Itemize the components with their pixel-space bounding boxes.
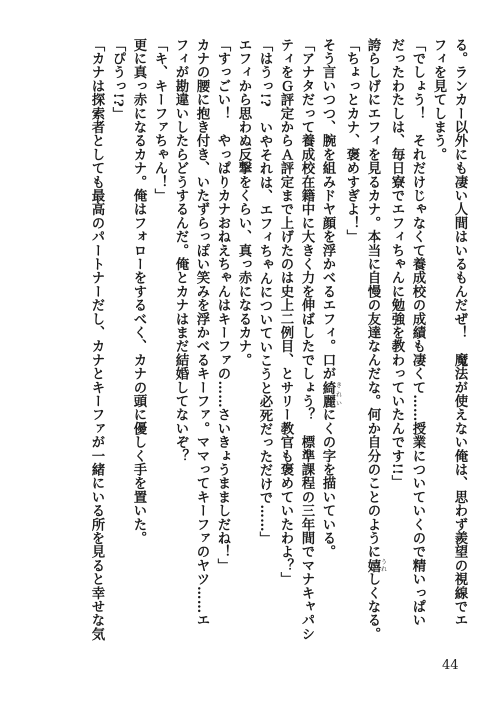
text-line: ティをＧ評定からＡ評定まで上げたのは史上二例目、とサリー教官も褒めていたわよ？」 bbox=[278, 38, 294, 586]
text-line: 「でしょう！ それだけじゃなくて養成校の成績も凄くて……授業についていくので精いっぱい bbox=[410, 38, 426, 628]
ruby-base: 綺麗 bbox=[320, 380, 336, 408]
text-line bbox=[362, 38, 387, 641]
text-line: 「はうっ!? いやそれは、エフィちゃんについていこうと必死だっただけで……」 bbox=[257, 38, 273, 546]
text-segment: にくの字を描いている。 bbox=[320, 407, 336, 559]
ruby-reading: きれい bbox=[334, 380, 342, 408]
text-line: る。ランカー以外にも凄い人間はいるもんだぜ！ 魔法が使えない俺は、思わず羨望の視線でエ bbox=[452, 38, 468, 628]
body-text bbox=[40, 38, 470, 641]
ruby-word bbox=[320, 380, 342, 408]
text-line: 更に真っ赤になるカナ。俺はフォローをするべく、カナの頭に優しく手を置いた。 bbox=[131, 38, 147, 545]
text-line: 「すっごい！ やっぱりカナおねえちゃんはキーファの……さいきょうまましだね！」 bbox=[215, 38, 231, 573]
ruby-word bbox=[365, 558, 387, 573]
text-segment: 誇らしげにエフィを見るカナ。本当に自慢の友達なんだな。何か自分のことのように bbox=[365, 38, 381, 559]
text-line: だったわたしは、毎日寮でエフィちゃんに勉強を教わっていたんです!!」 bbox=[389, 38, 405, 489]
text-line: 「ちょっとカナ、褒めすぎよ！」 bbox=[344, 38, 360, 244]
page-number: 44 bbox=[442, 658, 459, 673]
text-segment: そう言いつつ、腕を組みドヤ顔を浮かべるエフィ。口が bbox=[320, 38, 336, 381]
ruby-reading: うれ bbox=[379, 558, 387, 573]
ruby-base: 嬉 bbox=[365, 558, 381, 573]
text-segment: しくなる。 bbox=[365, 572, 381, 641]
text-line: 「ぴうっ!?」 bbox=[110, 38, 126, 121]
text-line: フィが勘違いしたらどうするんだ。俺とカナはまだ結婚してないぞ？ bbox=[173, 38, 189, 463]
text-line: 「アナタだって養成校在籍中に大きく力を伸ばしたでしょう？ 標準課程の三年間でマナキャパシ bbox=[299, 38, 315, 641]
text-line bbox=[317, 38, 341, 638]
text-line: フィを見てしまう。 bbox=[431, 38, 447, 162]
text-line: 「キ、キーファちゃん！」 bbox=[152, 38, 168, 203]
text-line: カナの腰に抱き付き、いたずらっぽい笑みを浮かべるキーファ。ママってキーファのヤツ……エ bbox=[194, 38, 210, 628]
text-line: エフィから思わぬ反撃をくらい、真っ赤になるカナ。 bbox=[236, 38, 252, 367]
text-line: 「カナは探索者としても最高のパートナーだし、カナとキーファが一緒にいる所を見ると幸せな気 bbox=[89, 38, 105, 641]
